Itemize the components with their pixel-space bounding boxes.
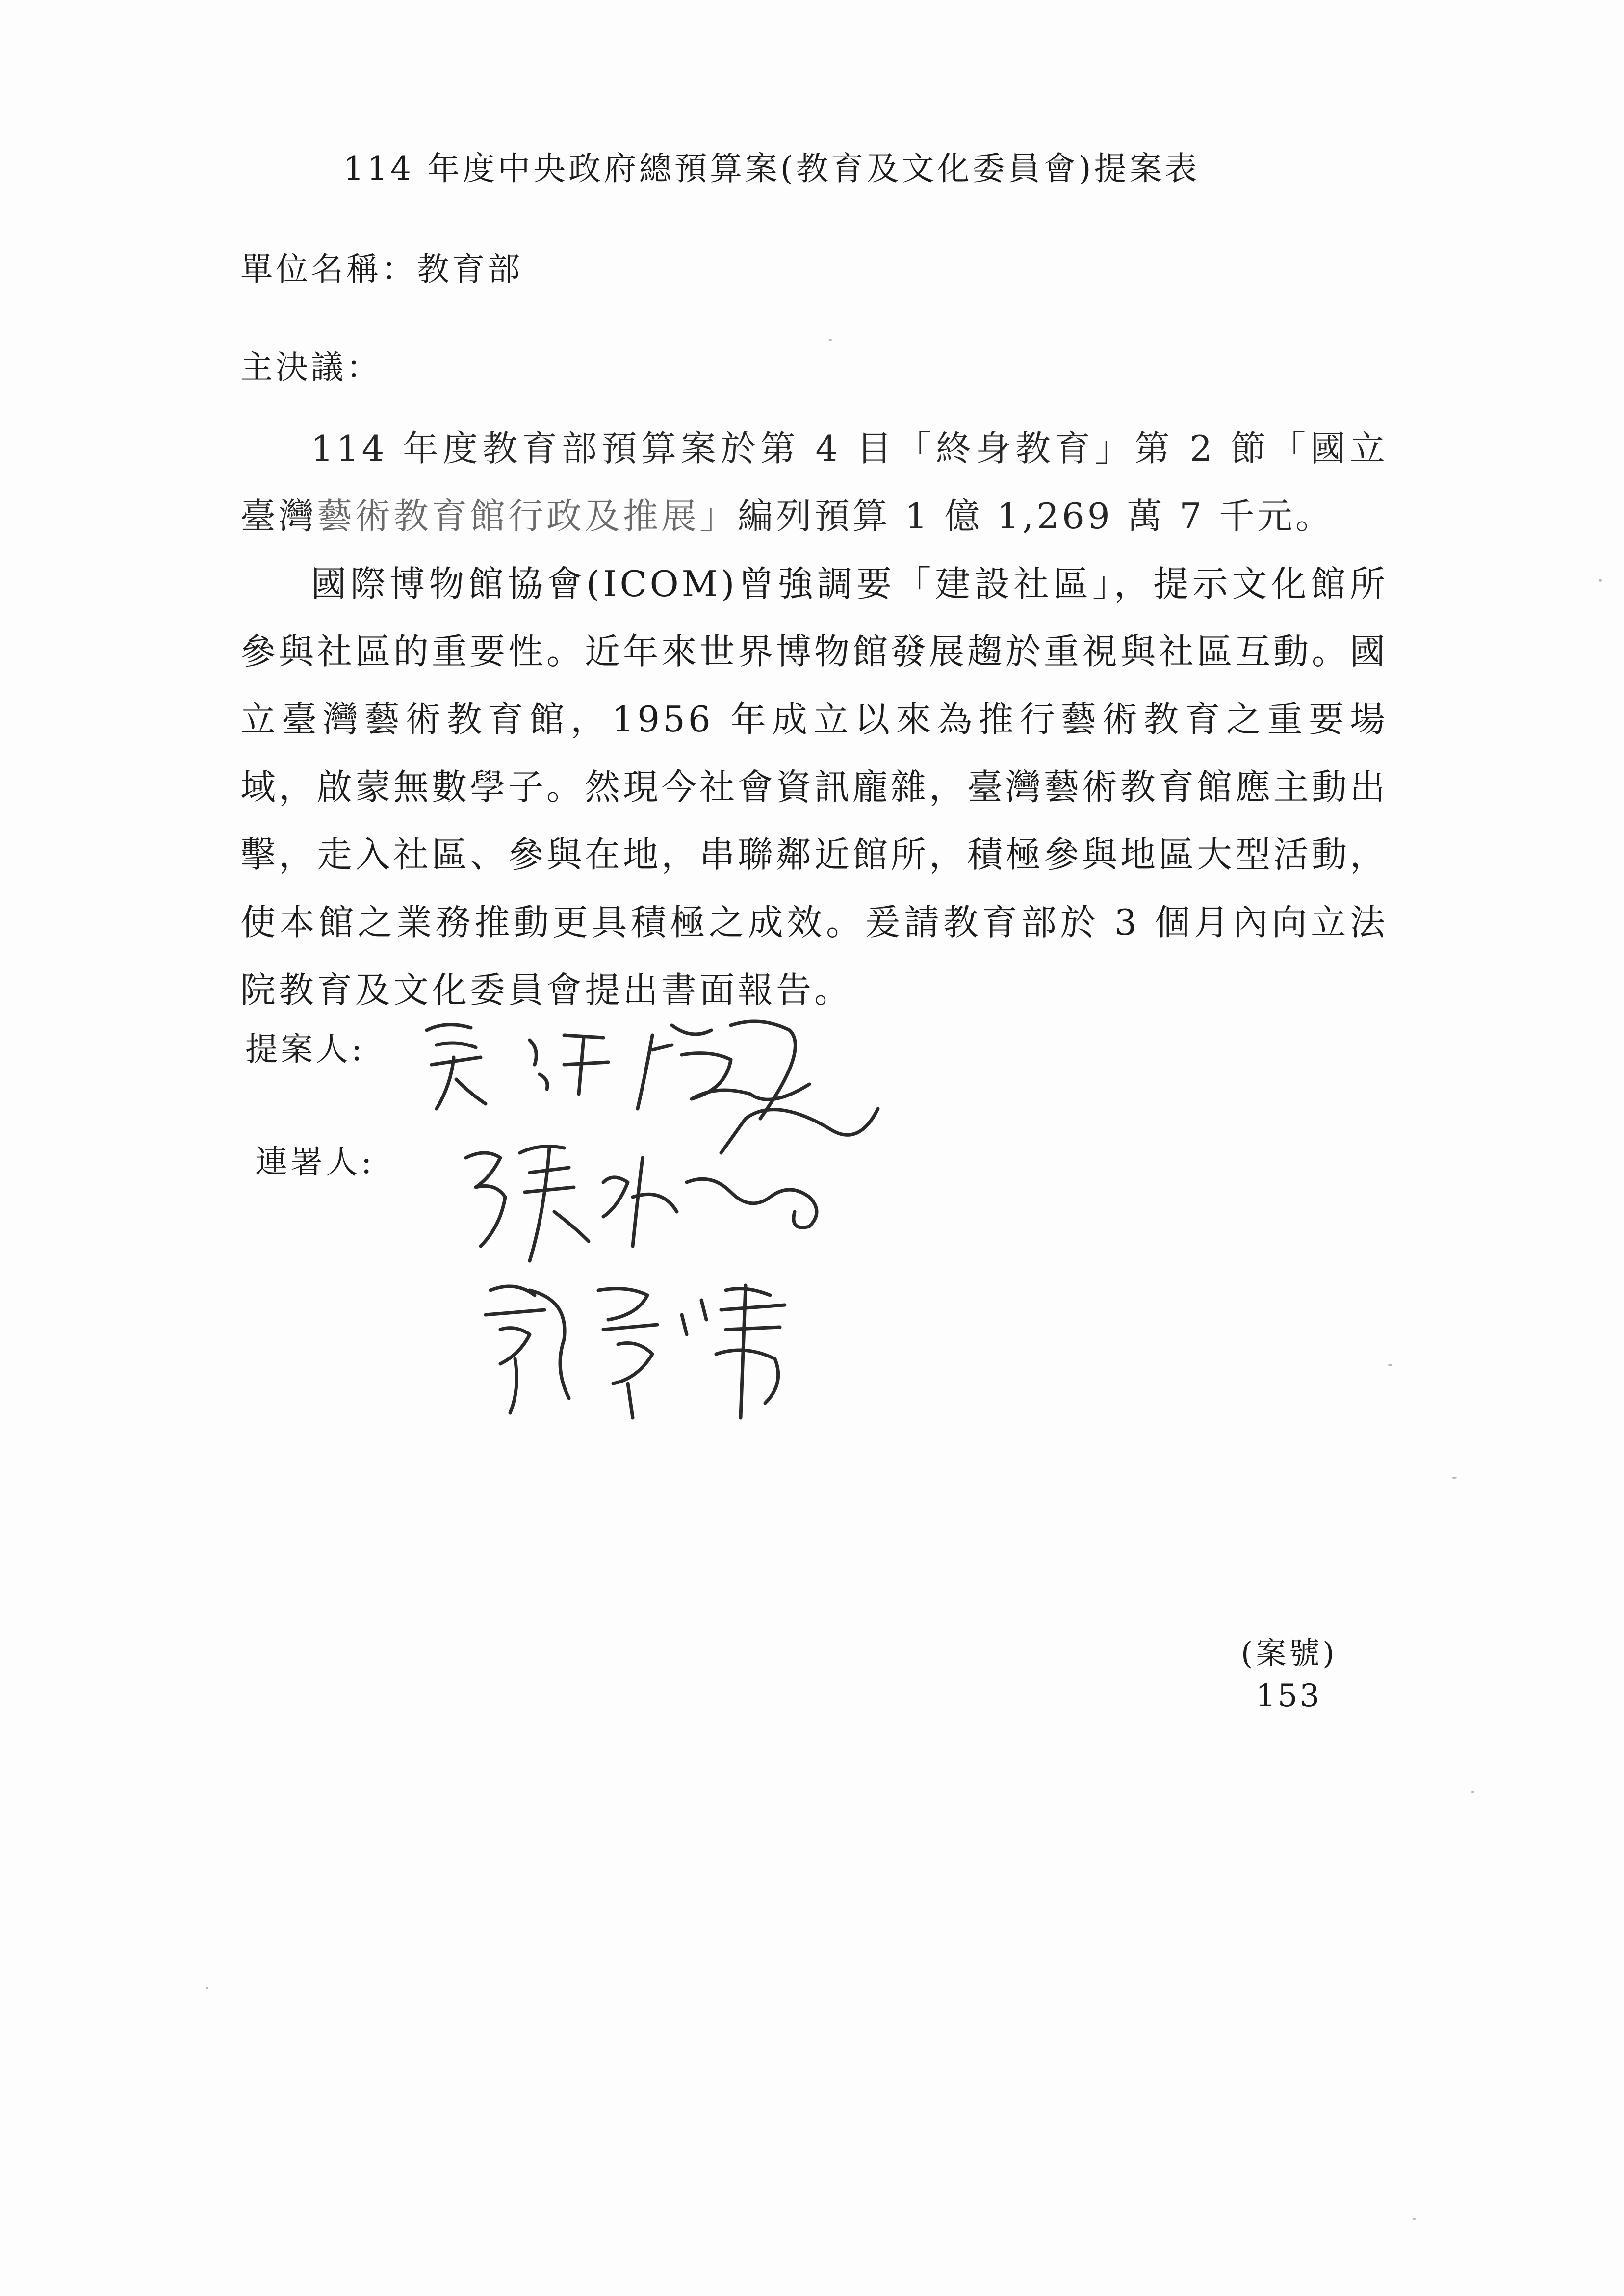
cosigner-signature-1 [456, 1099, 888, 1285]
case-number: 153 [1256, 1678, 1322, 1714]
scan-speck [829, 339, 832, 341]
paragraph-request: 國際博物館協會(ICOM)曾強調要「建設社區」，提示文化館所參與社區的重要性。近年來世界博物館發展趨於重視與社區互動。國立臺灣藝術教育館，1956 年成立以來為推行藝術教育之重要場域，啟蒙無數學子。然現今社會資訊龐雜，臺灣藝術教育館應主動出擊，走入社區、參與在地，串聯鄰近館所，積極參與地區大型活動，使本館之業務推動更具積極之成效。爰請教育部於 3 個月內向立法院教育及文化委員會提出書面報告。 [240, 563, 1389, 1011]
scan-speck [1599, 579, 1602, 582]
proposer-label: 提案人: [245, 1030, 365, 1068]
cosigner-label: 連署人: [255, 1143, 375, 1181]
scan-speck [1471, 1791, 1474, 1793]
resolution-label: 主決議： [240, 348, 382, 386]
paragraph-budget-faded: 藝術教育館行政及推展」 [317, 496, 738, 537]
scan-speck [1413, 2218, 1416, 2220]
paragraph-budget-main: 114 年度教育部預算案於第 4 目「終身教育」第 2 節「國立臺灣 [240, 428, 1388, 537]
paragraph-budget [240, 415, 1388, 550]
unit-value: 教育部 [417, 250, 523, 288]
cosigner-signature-2 [471, 1271, 804, 1433]
unit-label: 單位名稱： [240, 250, 417, 288]
paragraph-budget-end: 編列預算 1 億 1,269 萬 7 千元。 [738, 496, 1334, 537]
page-title: 114 年度中央政府總預算案(教育及文化委員會)提案表 [343, 150, 1200, 187]
unit-line [240, 243, 523, 289]
scan-speck [206, 1987, 208, 1989]
resolution-body [240, 415, 1388, 1024]
case-label: (案號) [1241, 1635, 1338, 1671]
scan-speck [1388, 1364, 1392, 1366]
scan-speck [1452, 1477, 1457, 1479]
